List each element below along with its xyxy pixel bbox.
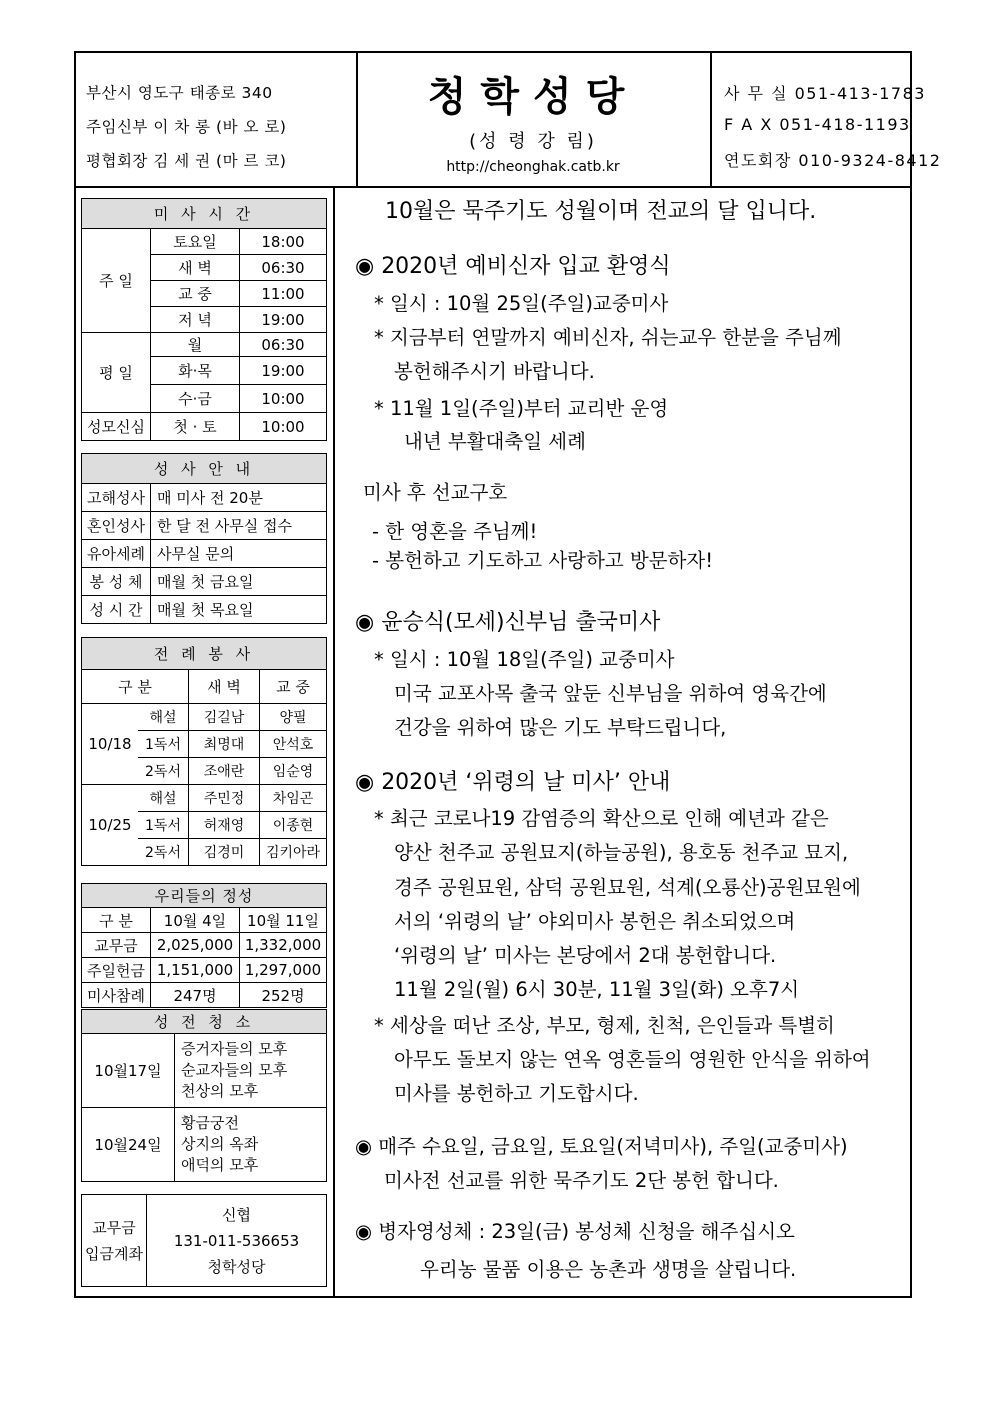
address: 부산시 영도구 태종로 340 <box>86 84 273 102</box>
mass-day: 수·금 <box>151 385 240 413</box>
account-label: 입금계좌 <box>85 1244 143 1263</box>
offering-label: 주일헌금 <box>82 958 151 983</box>
announcement-line: 미사전 선교를 위한 묵주기도 2단 봉헌 합니다. <box>384 1169 779 1192</box>
marian-day: 첫 · 토 <box>151 413 240 441</box>
account-bank: 신협 <box>222 1205 251 1224</box>
mass-time: 06:30 <box>240 255 327 281</box>
sacrament-name: 봉 성 체 <box>82 568 151 596</box>
liturgy-person: 이종현 <box>260 812 327 839</box>
offering-table <box>81 883 327 1008</box>
headline: 10월은 묵주기도 성월이며 전교의 달 입니다. <box>385 199 817 224</box>
mass-day: 월 <box>151 333 240 357</box>
account-holder: 청학성당 <box>207 1257 266 1276</box>
sacrament-name: 유아세례 <box>82 540 151 568</box>
liturgy-person: 김키아라 <box>260 839 327 866</box>
weekday-label: 평 일 <box>82 333 151 413</box>
sacrament-name: 고해성사 <box>82 484 151 512</box>
offering-header: 10월 4일 <box>151 908 240 933</box>
sacrament-name: 성 시 간 <box>82 596 151 624</box>
mass-day: 화·목 <box>151 357 240 385</box>
announcement-line: - 한 영혼을 주님께! <box>372 520 538 543</box>
header-right <box>710 53 942 186</box>
sacraments-title: 성 사 안 내 <box>82 454 327 484</box>
main-announcements <box>338 188 908 1296</box>
liturgy-person: 양필 <box>260 704 327 731</box>
liturgy-role: 2독서 <box>138 758 189 785</box>
section-heading: 미사 후 선교구호 <box>363 481 508 504</box>
marian-label: 성모신심 <box>82 413 151 441</box>
announcement-line: * 지금부터 연말까지 예비신자, 쉬는교우 한분을 주님께 <box>374 326 842 349</box>
offering-value: 252명 <box>240 983 327 1008</box>
announcement-line: 경주 공원묘원, 삼덕 공원묘원, 석계(오룡산)공원묘원에 <box>394 876 861 899</box>
mass-time: 19:00 <box>240 357 327 385</box>
offering-value: 2,025,000 <box>151 933 240 958</box>
president-phone: 연도회장 010-9324-8412 <box>724 151 942 170</box>
mass-day: 교 중 <box>151 281 240 307</box>
offering-header: 구 분 <box>82 908 151 933</box>
mass-times-title: 미 사 시 간 <box>82 199 327 229</box>
website-url[interactable]: http://cheonghak.catb.kr <box>446 159 620 175</box>
mass-time: 10:00 <box>240 385 327 413</box>
mass-time: 18:00 <box>240 229 327 255</box>
announcement-line: * 최근 코로나19 감염증의 확산으로 인해 예년과 같은 <box>374 807 829 830</box>
liturgy-person: 최명대 <box>189 731 260 758</box>
section-heading: ◉ 2020년 예비신자 입교 환영식 <box>355 254 671 279</box>
bulletin-frame <box>74 51 942 1298</box>
liturgy-person: 김경미 <box>189 839 260 866</box>
offering-value: 247명 <box>151 983 240 1008</box>
liturgy-date: 10/18 <box>82 704 139 785</box>
offering-value: 1,151,000 <box>151 958 240 983</box>
sunday-label: 주 일 <box>82 229 151 333</box>
announcement-line: 서의 ‘위령의 날’ 야외미사 봉헌은 취소되었으며 <box>394 910 796 933</box>
liturgy-person: 차임곤 <box>260 785 327 812</box>
liturgy-date: 10/25 <box>82 785 139 866</box>
office-phone: 사 무 실 051-413-1783 <box>724 84 926 103</box>
sacrament-info: 사무실 문의 <box>151 540 327 568</box>
liturgy-person: 주민정 <box>189 785 260 812</box>
mass-day: 저 녁 <box>151 307 240 333</box>
liturgy-person: 안석호 <box>260 731 327 758</box>
announcement-line: 11월 2일(월) 6시 30분, 11월 3일(화) 오후7시 <box>394 978 800 1001</box>
liturgy-table <box>81 637 327 866</box>
cleaning-date: 10월17일 <box>82 1034 175 1108</box>
mass-day: 새 벽 <box>151 255 240 281</box>
sacrament-info: 매 미사 전 20분 <box>151 484 327 512</box>
mass-time: 11:00 <box>240 281 327 307</box>
liturgy-role: 2독서 <box>138 839 189 866</box>
priest: 주임신부 이 차 롱 (바 오 로) <box>86 118 287 136</box>
liturgy-role: 해설 <box>138 704 189 731</box>
announcement-line: 건강을 위하여 많은 기도 부탁드립니다, <box>394 716 727 739</box>
announcement-line: * 세상을 떠난 조상, 부모, 형제, 친척, 은인들과 특별히 <box>374 1014 835 1037</box>
section-heading: ◉ 2020년 ‘위령의 날 미사’ 안내 <box>355 770 671 795</box>
offering-label: 미사참례 <box>82 983 151 1008</box>
announcement-line: ‘위령의 날’ 미사는 본당에서 2대 봉헌합니다. <box>394 944 777 967</box>
marian-time: 10:00 <box>240 413 327 441</box>
offering-value: 1,297,000 <box>240 958 327 983</box>
mass-time: 06:30 <box>240 333 327 357</box>
announcement-line: 양산 천주교 공원묘지(하늘공원), 용호동 천주교 묘지, <box>394 841 849 864</box>
sacrament-info: 한 달 전 사무실 접수 <box>151 512 327 540</box>
account-label: 교무금 <box>92 1218 136 1237</box>
liturgy-header: 구 분 <box>82 670 189 704</box>
cleaning-group: 상지의 옥좌 <box>181 1135 259 1153</box>
cleaning-table <box>81 1009 327 1182</box>
cleaning-date: 10월24일 <box>82 1108 175 1182</box>
liturgy-person: 임순영 <box>260 758 327 785</box>
header-center <box>356 53 712 186</box>
announcement-line: 아무도 돌보지 않는 연옥 영혼들의 영원한 안식을 위하여 <box>394 1048 871 1071</box>
liturgy-header: 교 중 <box>260 670 327 704</box>
liturgy-person: 허재영 <box>189 812 260 839</box>
cleaning-group: 황금궁전 <box>181 1114 239 1132</box>
fax-number: F A X 051-418-1193 <box>724 115 911 134</box>
cleaning-group: 애덕의 모후 <box>181 1156 259 1174</box>
column-divider <box>333 188 335 1296</box>
section-heading: ◉ 윤승식(모세)신부님 출국미사 <box>355 610 661 635</box>
announcement-line: 미사를 봉헌하고 기도합시다. <box>394 1082 639 1105</box>
parish-title: 청학성당 <box>427 74 639 120</box>
offering-header: 10월 11일 <box>240 908 327 933</box>
liturgy-role: 1독서 <box>138 812 189 839</box>
announcement-line: - 봉헌하고 기도하고 사랑하고 방문하자! <box>372 549 714 572</box>
section-heading: ◉ 매주 수요일, 금요일, 토요일(저녁미사), 주일(교중미사) <box>355 1135 848 1158</box>
liturgy-person: 조애란 <box>189 758 260 785</box>
announcement-line: 미국 교포사목 출국 앞둔 신부님을 위하여 영육간에 <box>394 682 827 705</box>
mass-day: 토요일 <box>151 229 240 255</box>
liturgy-person: 김길남 <box>189 704 260 731</box>
announcement-line: 봉헌해주시기 바랍니다. <box>394 360 595 383</box>
section-heading: ◉ 병자영성체 : 23일(금) 봉성체 신청을 해주십시오 <box>355 1220 795 1243</box>
liturgy-role: 1독서 <box>138 731 189 758</box>
liturgy-title: 전 례 봉 사 <box>82 638 327 670</box>
cleaning-group: 천상의 모후 <box>181 1082 259 1100</box>
offering-value: 1,332,000 <box>240 933 327 958</box>
sacrament-info: 매월 첫 금요일 <box>151 568 327 596</box>
cleaning-group: 증거자들의 모후 <box>181 1040 288 1058</box>
council-president: 평협회장 김 세 권 (마 르 코) <box>86 152 287 170</box>
liturgy-header: 새 벽 <box>189 670 260 704</box>
account-number: 131-011-536653 <box>173 1231 300 1250</box>
cleaning-group: 순교자들의 모후 <box>181 1061 288 1079</box>
account-table <box>81 1194 327 1287</box>
offering-title: 우리들의 정성 <box>82 884 327 908</box>
announcement-line: * 일시 : 10월 18일(주일) 교중미사 <box>374 648 675 671</box>
announcement-line: 내년 부활대축일 세례 <box>404 430 586 453</box>
feast-subtitle: (성 령 강 림) <box>469 131 597 152</box>
header-left <box>76 53 358 186</box>
cleaning-title: 성 전 청 소 <box>82 1010 327 1034</box>
announcement-line: * 일시 : 10월 25일(주일)교중미사 <box>374 292 669 315</box>
mass-times-table <box>81 198 327 441</box>
announcement-line: 우리농 물품 이용은 농촌과 생명을 살립니다. <box>420 1258 797 1281</box>
offering-label: 교무금 <box>82 933 151 958</box>
announcement-line: * 11월 1일(주일)부터 교리반 운영 <box>374 397 669 420</box>
sacrament-info: 매월 첫 목요일 <box>151 596 327 624</box>
sacrament-name: 혼인성사 <box>82 512 151 540</box>
sacraments-table <box>81 453 327 624</box>
mass-time: 19:00 <box>240 307 327 333</box>
liturgy-role: 해설 <box>138 785 189 812</box>
